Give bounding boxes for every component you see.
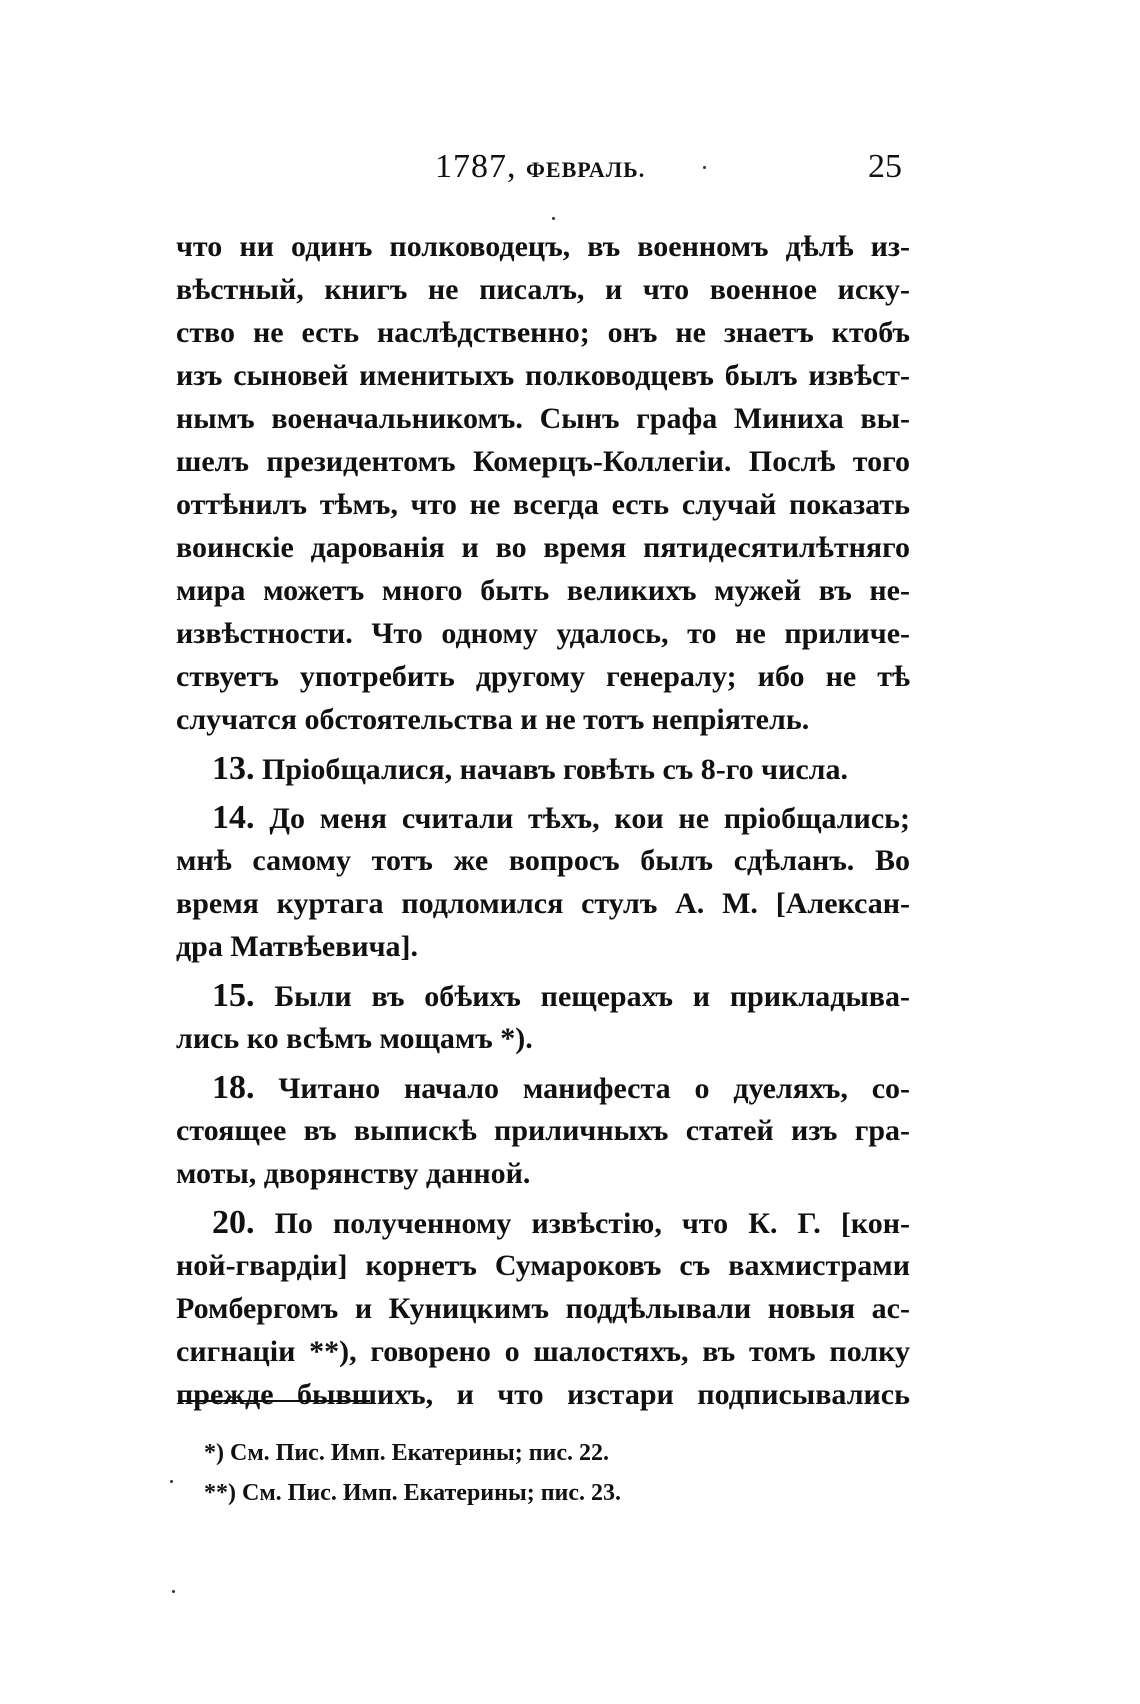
text-line: мира можетъ много быть великихъ мужей въ не- <box>176 574 910 607</box>
scan-speck <box>170 1480 173 1483</box>
entry-line: сигнаціи **), говорено о шалостяхъ, въ томъ полку <box>176 1335 910 1368</box>
entry-line: дра Матвѣевича]. <box>176 930 419 963</box>
footnote-rule <box>178 1400 370 1402</box>
text-line: что ни одинъ полководецъ, въ военномъ дѣлѣ из- <box>176 230 910 263</box>
entry-line: 20. По полученному извѣстію, что К. Г. [кон- <box>212 1204 910 1241</box>
entry-line: время куртага подломился стулъ А. М. [Алексан- <box>176 887 910 920</box>
scan-speck <box>172 1590 175 1593</box>
body-text <box>176 225 910 1416</box>
text-line: нымъ военачальникомъ. Сынъ графа Миниха вы- <box>176 402 910 435</box>
entry-number: 18. <box>212 1069 255 1106</box>
entry-line: Ромбергомъ и Куницкимъ поддѣлывали новыя ас- <box>176 1292 910 1325</box>
text-line: ствуетъ употребить другому генералу; ибо не тѣ <box>176 660 910 693</box>
diary-entry-18 <box>176 1066 910 1195</box>
entry-line: 14. До меня считали тѣхъ, кои не пріобщались; <box>212 799 910 836</box>
diary-entry-15 <box>176 974 910 1060</box>
text-line: воинскіе дарованія и во время пятидесятилѣтняго <box>176 531 910 564</box>
entry-number: 13. <box>212 750 255 787</box>
entry-line: стоящее въ выпискѣ приличныхъ статей изъ гра- <box>176 1114 910 1147</box>
footnote-1: *) См. Пис. Имп. Екатерины; пис. 22. <box>204 1440 609 1466</box>
text-line: оттѣнилъ тѣмъ, что не всегда есть случай показать <box>176 488 910 521</box>
text-line: случатся обстоятельства и не тотъ непріятель. <box>176 703 810 736</box>
text-line: шелъ президентомъ Комерцъ-Коллегіи. Послѣ того <box>176 445 910 478</box>
scan-speck <box>552 217 555 220</box>
running-header <box>0 148 1140 196</box>
entry-line: 18. Читано начало манифеста о дуеляхъ, со- <box>212 1069 911 1106</box>
text-line: ство не есть наслѣдственно; онъ не знаетъ ктобъ <box>176 316 910 349</box>
footnote-2: **) См. Пис. Имп. Екатерины; пис. 23. <box>204 1480 621 1506</box>
header-month: ФЕВРАЛЬ. <box>526 157 646 182</box>
entry-line: моты, дворянству данной. <box>176 1157 531 1190</box>
text-line: изъ сыновей именитыхъ полководцевъ былъ извѣст- <box>176 359 910 392</box>
text-line: извѣстности. Что одному удалось, то не приличе- <box>176 617 910 650</box>
diary-entry-14 <box>176 796 910 968</box>
diary-entry-20 <box>176 1201 910 1416</box>
entry-line: 15. Были въ обѣихъ пещерахъ и прикладыва- <box>212 977 910 1014</box>
header-title <box>435 148 645 186</box>
diary-entry-13 <box>176 747 910 790</box>
entry-line: прежде бывшихъ, и что изстари подписывались <box>176 1378 910 1411</box>
header-year: 1787, <box>435 148 517 185</box>
entry-line: ной-гвардіи] корнетъ Сумароковъ съ вахмистрами <box>176 1249 910 1282</box>
scan-speck <box>703 166 706 169</box>
entry-number: 14. <box>212 799 255 836</box>
entry-number: 20. <box>212 1204 255 1241</box>
page-number: 25 <box>868 148 902 185</box>
entry-line: 13. Пріобщалися, начавъ говѣть съ 8-го числа. <box>212 750 849 787</box>
entry-number: 15. <box>212 977 255 1014</box>
entry-line: лись ко всѣмъ мощамъ *). <box>176 1022 533 1055</box>
text-line: вѣстный, книгъ не писалъ, и что военное иску- <box>176 273 910 306</box>
entry-line: мнѣ самому тотъ же вопросъ былъ сдѣланъ. Во <box>176 844 910 877</box>
footnotes <box>204 1433 621 1513</box>
